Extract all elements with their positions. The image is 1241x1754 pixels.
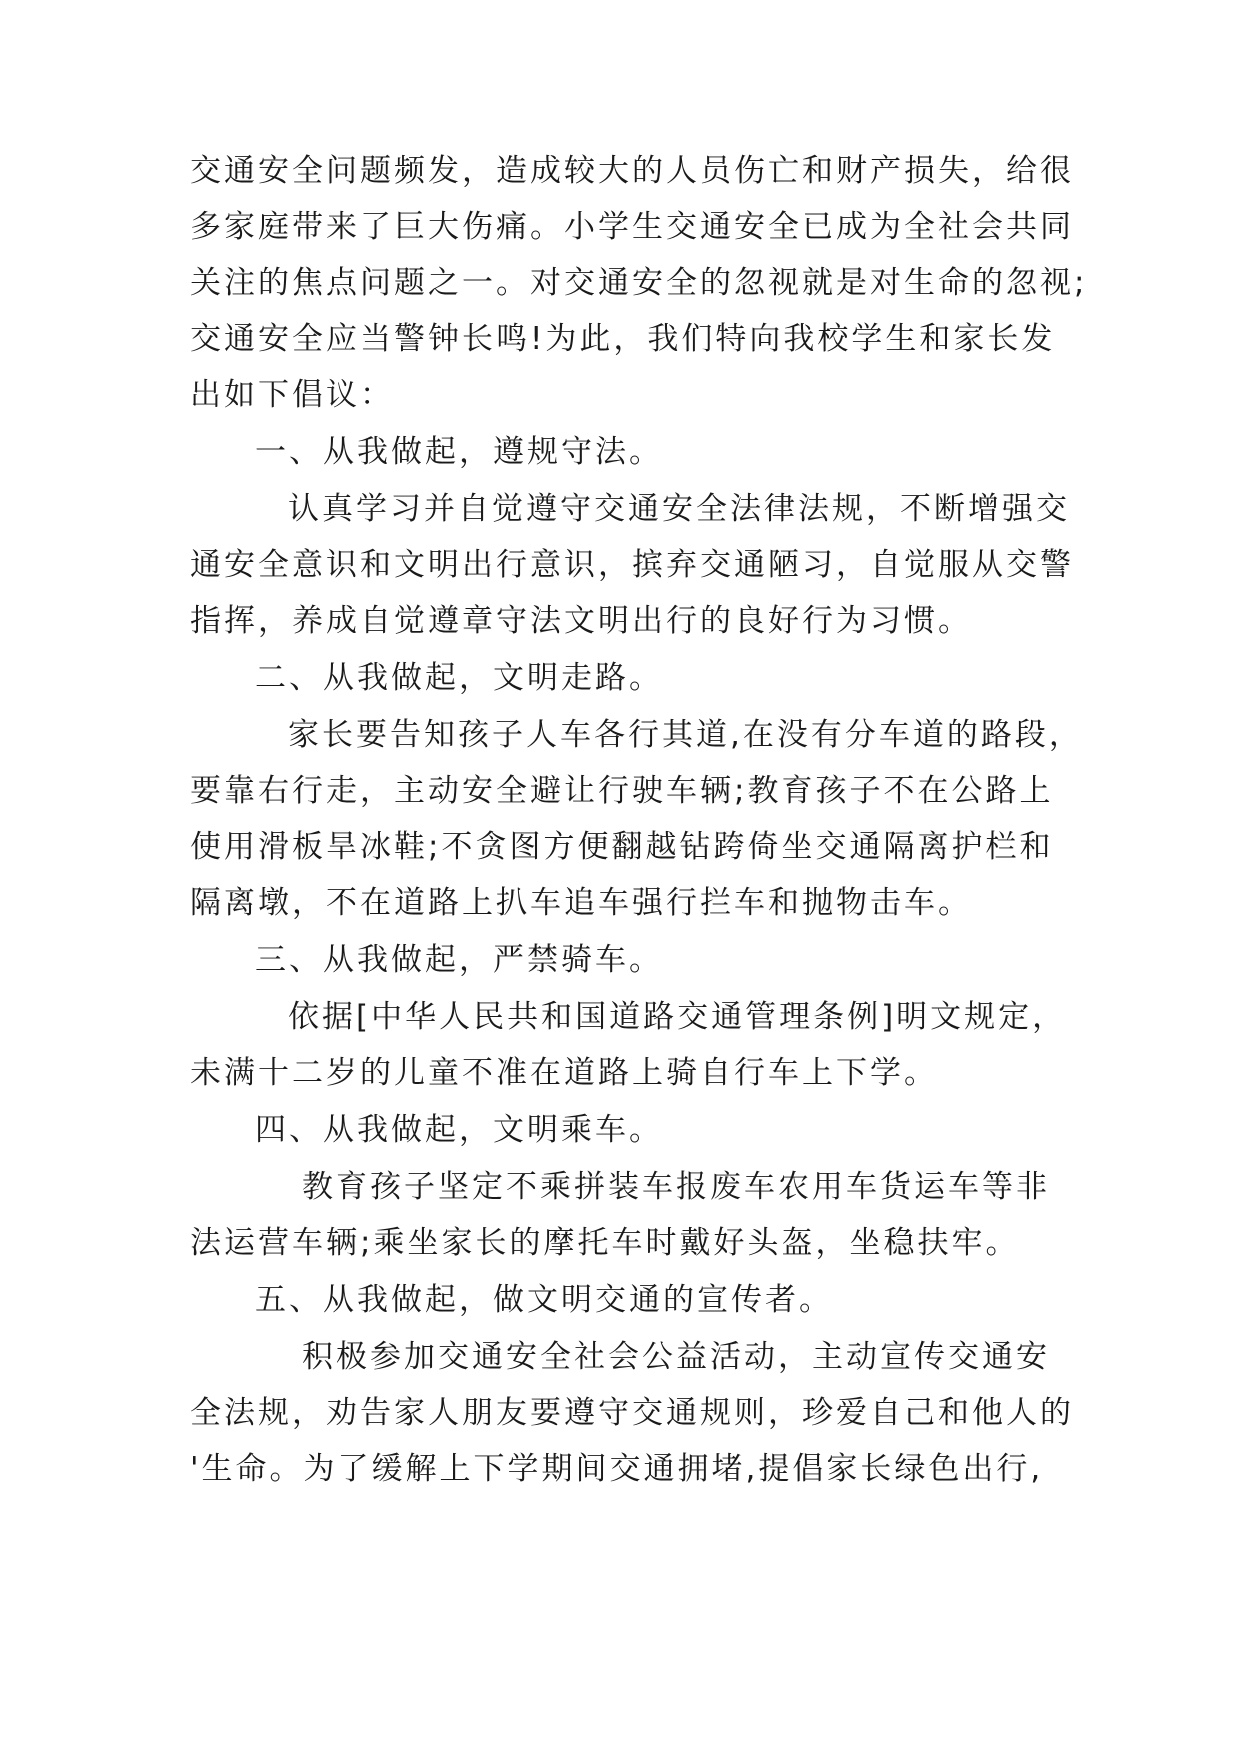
text-line: 未满十二岁的儿童不准在道路上骑自行车上下学。: [190, 1055, 938, 1091]
section-heading: 四、从我做起，文明乘车。: [255, 1112, 663, 1148]
text-line: 通安全意识和文明出行意识，摈弃交通陋习，自觉服从交警: [190, 547, 1074, 583]
text-line: 依据[中华人民共和国道路交通管理条例]明文规定，: [288, 999, 1067, 1035]
text-line: 隔离墩，不在道路上扒车追车强行拦车和抛物击车。: [190, 885, 972, 921]
text-line: 指挥，养成自觉遵章守法文明出行的良好行为习惯。: [190, 603, 972, 639]
text-line: 交通安全应当警钟长鸣!为此，我们特向我校学生和家长发: [190, 321, 1056, 357]
section-heading: 二、从我做起，文明走路。: [255, 660, 663, 696]
text-line: 使用滑板旱冰鞋;不贪图方便翻越钻跨倚坐交通隔离护栏和: [190, 829, 1054, 865]
text-line: 积极参加交通安全社会公益活动，主动宣传交通安: [302, 1339, 1050, 1375]
text-line: 要靠右行走，主动安全避让行驶车辆;教育孩子不在公路上: [190, 773, 1054, 809]
text-line: 全法规，劝告家人朋友要遵守交通规则，珍爱自己和他人的: [190, 1395, 1074, 1431]
section-heading: 五、从我做起，做文明交通的宣传者。: [255, 1282, 833, 1318]
section-heading: 一、从我做起，遵规守法。: [255, 434, 663, 470]
text-line: 出如下倡议：: [190, 377, 394, 413]
text-line: 多家庭带来了巨大伤痛。小学生交通安全已成为全社会共同: [190, 209, 1074, 245]
text-line: 教育孩子坚定不乘拼装车报废车农用车货运车等非: [302, 1169, 1050, 1205]
text-line: 家长要告知孩子人车各行其道,在没有分车道的路段，: [288, 717, 1083, 753]
text-line: 认真学习并自觉遵守交通安全法律法规，不断增强交: [288, 491, 1070, 527]
text-line: 交通安全问题频发，造成较大的人员伤亡和财产损失，给很: [190, 153, 1074, 189]
section-heading: 三、从我做起，严禁骑车。: [255, 942, 663, 978]
text-line: '生命。为了缓解上下学期间交通拥堵,提倡家长绿色出行,: [190, 1451, 1044, 1487]
text-line: 法运营车辆;乘坐家长的摩托车时戴好头盔，坐稳扶牢。: [190, 1225, 1020, 1261]
text-line: 关注的焦点问题之一。对交通安全的忽视就是对生命的忽视;: [190, 265, 1088, 301]
